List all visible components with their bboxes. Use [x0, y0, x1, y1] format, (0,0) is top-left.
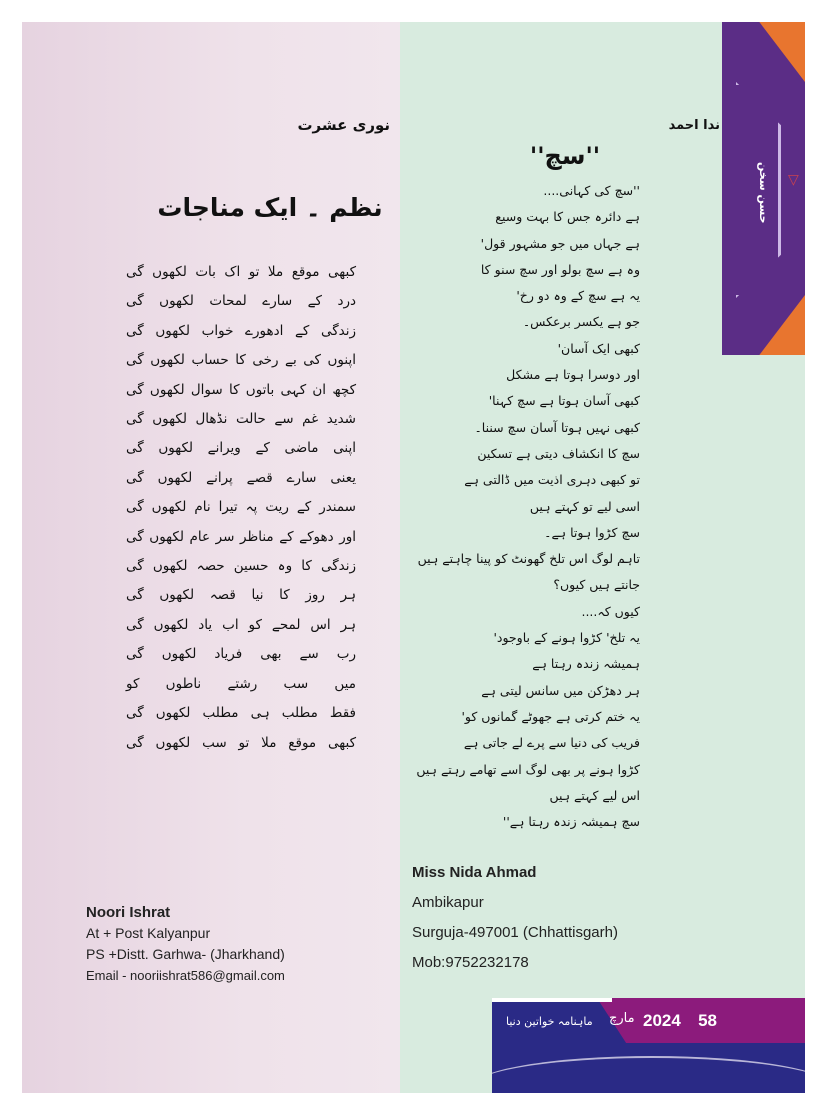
poem-line: سچ ہمیشہ زندہ رہتا ہے'' [502, 814, 640, 830]
right-poem-title: ''سچ'' [529, 142, 601, 170]
poem-line: اور دوسرا ہوتا ہے مشکل [506, 367, 640, 383]
poem-line: ''سچ کی کہانی.... [543, 183, 640, 198]
poem-line: سمندر کے ریت پہ تیرا نام لکھوں گی [126, 499, 356, 516]
decorative-curve [492, 1056, 805, 1093]
poem-line: کبھی آسان ہوتا ہے سچ کہنا' [488, 393, 640, 409]
poem-line: تاہم لوگ اس تلخ گھونٹ کو پینا چاہتے ہیں [417, 551, 640, 567]
poem-line: کبھی موقع ملا تو سب لکھوں گی [126, 734, 356, 751]
section-label: حسن سخن [757, 162, 770, 224]
footer-banner [492, 998, 805, 1093]
poem-line: ہے جہاں میں جو مشہور قول' [480, 235, 640, 251]
right-author: ندا احمد [668, 118, 720, 133]
poem-line: رب سے بھی فریاد لکھوں گی [126, 646, 356, 663]
poem-line: اپنوں کی بے رخی کا حساب لکھوں گی [126, 352, 356, 369]
poem-line: درد کے سارے لمحات لکھوں گی [126, 293, 356, 310]
contact-address: PS +Distt. Garhwa- (Jharkhand) [86, 946, 285, 962]
poem-line: سچ کڑوا ہوتا ہے۔ [544, 524, 640, 540]
poem-line: یعنی سارے قصے پرانے لکھوں گی [126, 469, 356, 486]
poem-line: میں سب رشتے ناطوں کو [126, 675, 356, 692]
poem-line: زندگی کا وہ حسین حصہ لکھوں گی [126, 558, 356, 575]
poem-line: فقط مطلب ہی مطلب لکھوں گی [126, 705, 356, 722]
poem-line: کبھی موقع ملا تو اک بات لکھوں گی [126, 264, 356, 280]
poem-line: اسی لیے تو کہتے ہیں [529, 498, 640, 514]
poem-line: ہمیشہ زندہ رہتا ہے [532, 656, 640, 672]
poem-line: ہر دھڑکن میں سانس لیتی ہے [481, 682, 640, 698]
poem-line: تو کبھی دہری اذیت میں ڈالتی ہے [464, 472, 640, 488]
poem-line: اس لیے کہتے ہیں [549, 787, 640, 803]
poem-line: جو ہے یکسر برعکس۔ [522, 314, 640, 330]
poem-line: کبھی ایک آسان' [557, 340, 640, 356]
poem-line: یہ تلخ' کڑوا ہونے کے باوجود' [493, 630, 640, 646]
contact-mobile: Mob:9752232178 [412, 954, 529, 971]
right-poem [416, 178, 640, 835]
poem-line: کیوں کہ.... [581, 603, 640, 619]
left-author: نوری عشرت [297, 116, 390, 134]
contact-name: Noori Ishrat [86, 904, 171, 921]
poem-line: جانتے ہیں کیوں؟ [553, 577, 640, 593]
poem-line: زندگی کے ادھورے خواب لکھوں گی [126, 322, 356, 339]
poem-line: کبھی نہیں ہوتا آسان سچ سننا۔ [474, 419, 640, 435]
poem-line: شدید غم سے حالت نڈھال لکھوں گی [126, 411, 356, 428]
issue-month: مارچ [609, 1011, 635, 1026]
poem-line: اپنی ماضی کے ویرانے لکھوں گی [126, 440, 356, 457]
contact-name: Miss Nida Ahmad [412, 864, 537, 881]
poem-line: اور دھوکے کے مناظر سر عام لکھوں گی [126, 528, 356, 545]
poem-line: ہر اس لمحے کو اب یاد لکھوں گی [126, 616, 356, 633]
poem-line: یہ ہے سچ کے وہ دو رخ' [516, 288, 640, 304]
footer-divider [492, 998, 612, 1002]
left-contact [86, 902, 285, 986]
poem-line: ہر روز کا نیا قصہ لکھوں گی [126, 587, 356, 604]
section-strip [722, 22, 805, 355]
magazine-name: ماہنامہ خواتین دنیا [506, 1015, 593, 1028]
poem-line: وہ ہے سچ بولو اور سچ سنو کا [480, 261, 640, 277]
poem-line: ہے دائرہ جس کا بہت وسیع [495, 209, 640, 225]
left-poem [126, 258, 356, 758]
triangle-icon: ▽ [788, 172, 799, 188]
contact-address: Ambikapur [412, 894, 484, 911]
poem-line: کڑوا ہونے پر بھی لوگ اسے تھامے رہتے ہیں [416, 761, 640, 777]
left-poem-title: نظم ۔ ایک مناجات [157, 193, 383, 222]
page-number: 58 [698, 1011, 717, 1030]
poem-line: سچ کا انکشاف دیتی ہے تسکین [477, 445, 640, 461]
poem-line: کچھ ان کہی باتوں کا سوال لکھوں گی [126, 381, 356, 398]
poem-line: یہ ختم کرتی ہے جھوٹے گمانوں کو' [461, 708, 640, 724]
issue-year: 2024 [643, 1011, 681, 1030]
contact-address: Surguja-497001 (Chhattisgarh) [412, 924, 618, 941]
right-contact [412, 858, 618, 978]
contact-address: At + Post Kalyanpur [86, 925, 211, 941]
poem-line: فریب کی دنیا سے پرے لے جاتی ہے [463, 735, 640, 751]
contact-email: Email - nooriishrat586@gmail.com [86, 968, 285, 983]
